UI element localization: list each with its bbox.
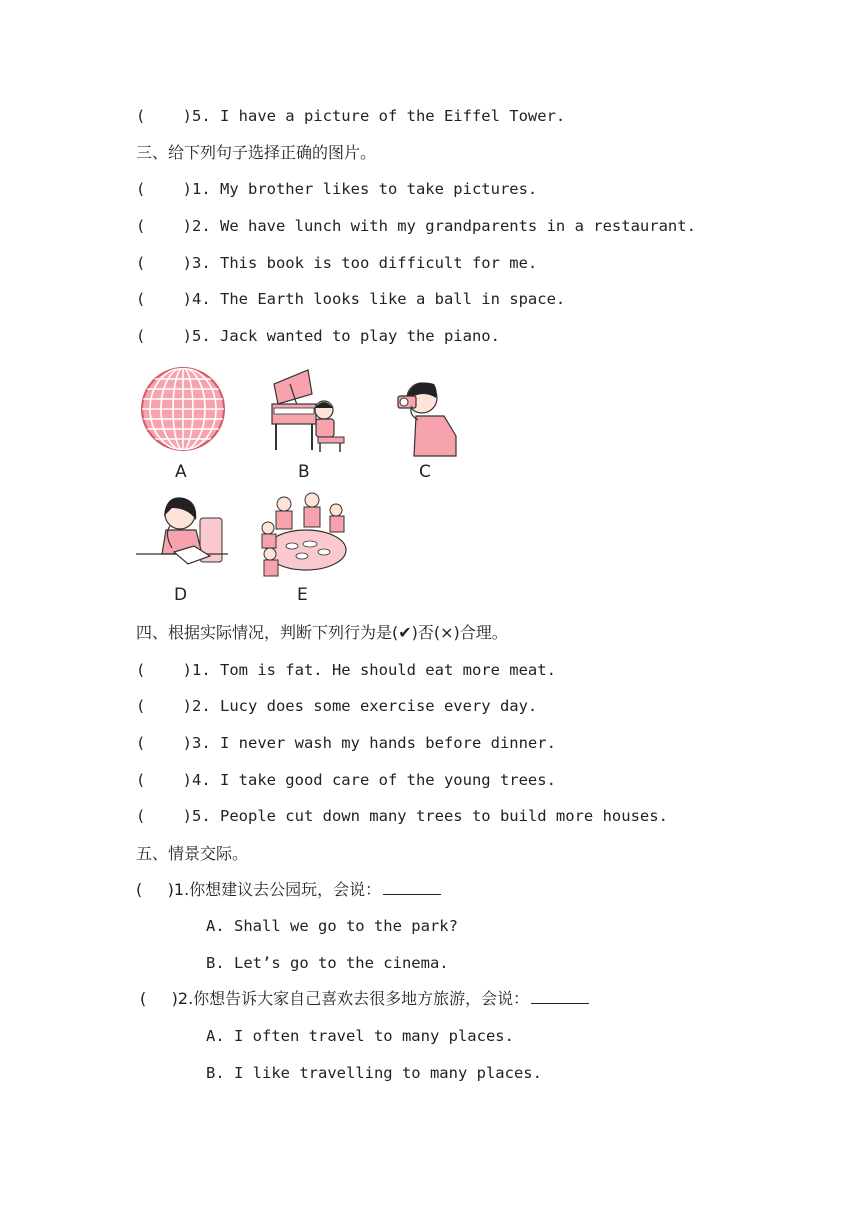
reading-girl-picture — [136, 490, 228, 576]
question-5-1 — [136, 880, 441, 900]
option-5-1-a: A. Shall we go to the park? — [206, 917, 458, 935]
picture-label-b: B — [298, 462, 310, 482]
question-3-3: ( )3. This book is too difficult for me. — [136, 254, 538, 272]
option-5-1-b: B. Let’s go to the cinema. — [206, 954, 449, 972]
question-5-2-text: ( )2.你想告诉大家自己喜欢去很多地方旅游，会说： — [140, 989, 530, 1008]
question-2-5: ( )5. I have a picture of the Eiffel Tower. — [136, 107, 566, 125]
question-4-4: ( )4. I take good care of the young trees. — [136, 771, 556, 789]
section-3-heading: 三、给下列句子选择正确的图片。 — [136, 143, 377, 162]
camera-boy-picture — [394, 376, 462, 458]
restaurant-picture — [256, 488, 348, 580]
option-5-2-b: B. I like travelling to many places. — [206, 1064, 542, 1082]
question-3-5: ( )5. Jack wanted to play the piano. — [136, 327, 500, 345]
answer-blank — [383, 880, 441, 895]
question-3-1: ( )1. My brother likes to take pictures. — [136, 180, 538, 198]
question-5-1-text: ( )1.你想建议去公园玩，会说： — [136, 880, 382, 899]
option-5-2-a: A. I often travel to many places. — [206, 1027, 514, 1045]
picture-label-d: D — [174, 585, 188, 605]
picture-label-a: A — [175, 462, 187, 482]
section-4-heading: 四、根据实际情况，判断下列行为是(✔)否(×)合理。 — [136, 623, 508, 642]
question-3-4: ( )4. The Earth looks like a ball in space. — [136, 290, 566, 308]
picture-label-e: E — [297, 585, 308, 605]
question-4-1: ( )1. Tom is fat. He should eat more meat. — [136, 661, 556, 679]
section-5-heading: 五、情景交际。 — [136, 844, 249, 863]
question-4-5: ( )5. People cut down many trees to build more houses. — [136, 807, 668, 825]
question-3-2: ( )2. We have lunch with my grandparents in a restaurant. — [136, 217, 696, 235]
picture-label-c: C — [419, 462, 431, 482]
question-4-3: ( )3. I never wash my hands before dinner. — [136, 734, 556, 752]
globe-picture — [140, 366, 226, 452]
piano-picture — [268, 364, 348, 456]
question-5-2 — [140, 989, 589, 1009]
answer-blank — [531, 989, 589, 1004]
question-4-2: ( )2. Lucy does some exercise every day. — [136, 697, 538, 715]
